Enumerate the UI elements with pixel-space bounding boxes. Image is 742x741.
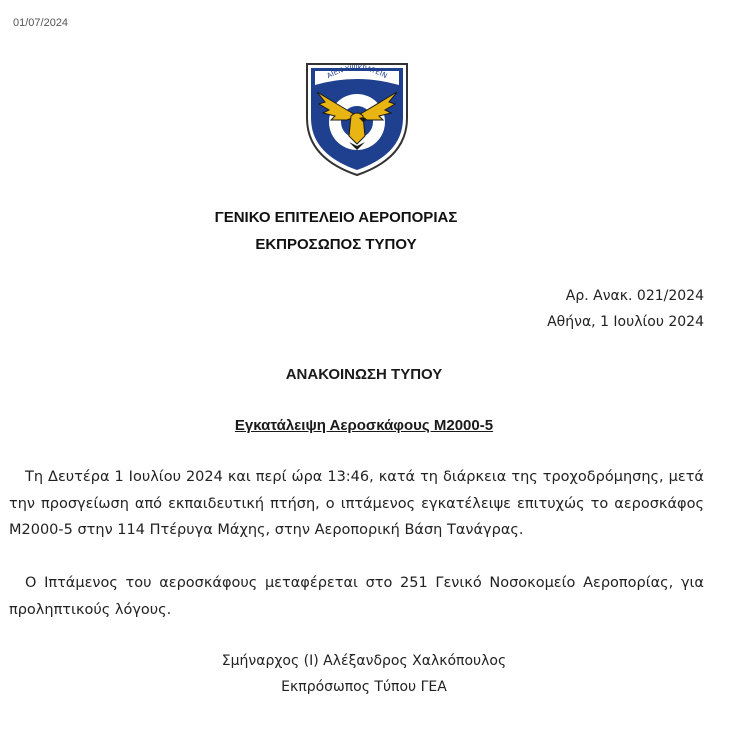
body-paragraph-1: Τη Δευτέρα 1 Ιουλίου 2024 και περί ώρα 13:46, κατά τη διάρκεια της τροχοδρόμησης, μετά την προσγείωση από εκπαιδευτική πτήση, ο ιπτάμενος εγκατέλειψε επιτυχώς το αεροσκάφος M2000-5 στην 114 Πτέρυγα Μάχης, στην Αεροπορική Βάση Τανάγρας. [9, 469, 704, 538]
header-organization: ΓΕΝΙΚΟ ΕΠΙΤΕΛΕΙΟ ΑΕΡΟΠΟΡΙΑΣ [214, 209, 458, 226]
signatory-name: Σμήναρχος (Ι) Αλέξανδρος Χαλκόπουλος [221, 653, 507, 669]
place-date: Αθήνα, 1 Ιουλίου 2024 [547, 314, 704, 330]
air-force-emblem-icon [303, 58, 411, 178]
emblem-motto: ΑΙΕΝ ΥΨΙΚΡΑΤΕΙΝ [325, 63, 389, 81]
date-stamp: 01/07/2024 [13, 17, 69, 29]
announcement-number: Αρ. Ανακ. 021/2024 [565, 288, 704, 304]
header-office: ΕΚΠΡΟΣΩΠΟΣ ΤΥΠΟΥ [255, 236, 417, 253]
signatory-role: Εκπρόσωπος Τύπου ΓΕΑ [281, 679, 447, 695]
body-paragraph-2: Ο Ιπτάμενος του αεροσκάφους μεταφέρεται στο 251 Γενικό Νοσοκομείο Αεροπορίας, για προληπτικούς λόγους. [9, 575, 704, 618]
subject-line: Εγκατάλειψη Αεροσκάφους M2000-5 [234, 417, 494, 434]
announcement-title: ΑΝΑΚΟΙΝΩΣΗ ΤΥΠΟΥ [285, 366, 443, 383]
